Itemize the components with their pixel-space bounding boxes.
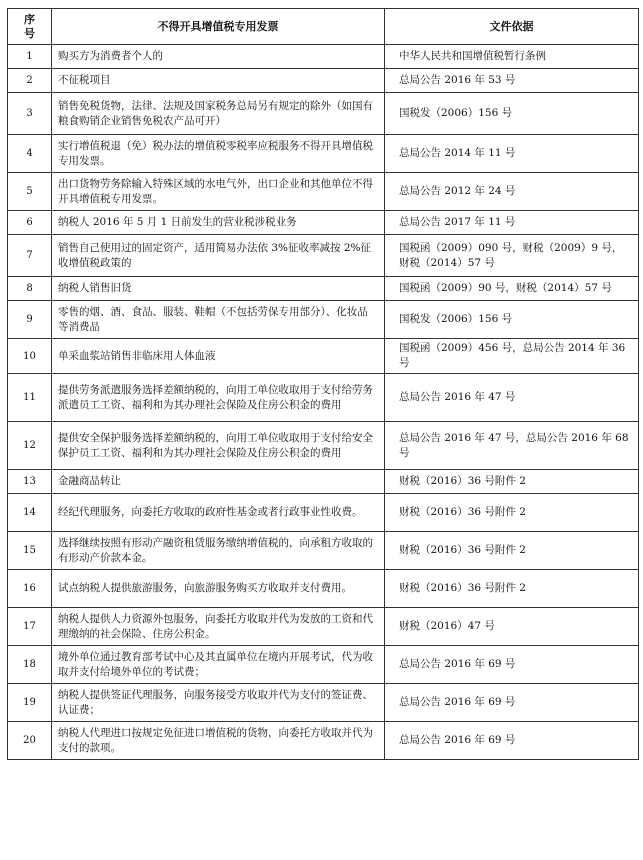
row-basis: 总局公告 2016 年 69 号 (385, 646, 639, 684)
row-number: 16 (8, 570, 52, 608)
row-item: 试点纳税人提供旅游服务，向旅游服务购买方收取并支付费用。 (52, 570, 385, 608)
row-item: 实行增值税退（免）税办法的增值税零税率应税服务不得开具增值税专用发票。 (52, 135, 385, 173)
table-row (8, 301, 639, 339)
row-basis: 财税（2016）36 号附件 2 (385, 532, 639, 570)
table-row (8, 45, 639, 69)
row-basis: 财税（2016）36 号附件 2 (385, 494, 639, 532)
row-number: 1 (8, 45, 52, 69)
row-item: 境外单位通过教育部考试中心及其直属单位在境内开展考试，代为收取并支付给境外单位的考试费； (52, 646, 385, 684)
table-header-row (8, 9, 639, 45)
table-row (8, 69, 639, 93)
row-basis: 总局公告 2016 年 47 号，总局公告 2016 年 68 号 (385, 422, 639, 470)
header-number: 序 号 (8, 9, 52, 45)
row-item: 金融商品转让 (52, 470, 385, 494)
table-row (8, 339, 639, 374)
table-row (8, 277, 639, 301)
row-basis: 中华人民共和国增值税暂行条例 (385, 45, 639, 69)
row-basis: 总局公告 2016 年 47 号 (385, 374, 639, 422)
table-row (8, 173, 639, 211)
table-row (8, 684, 639, 722)
table-row (8, 374, 639, 422)
row-item: 提供安全保护服务选择差额纳税的，向用工单位收取用于支付给安全保护员工工资、福利和为其办理社会保险及住房公积金的费用 (52, 422, 385, 470)
row-number: 13 (8, 470, 52, 494)
row-number: 19 (8, 684, 52, 722)
row-item: 纳税人代理进口按规定免征进口增值税的货物，向委托方收取并代为支付的款项。 (52, 722, 385, 760)
row-basis: 财税（2016）36 号附件 2 (385, 570, 639, 608)
row-item: 纳税人 2016 年 5 月 1 日前发生的营业税涉税业务 (52, 211, 385, 235)
row-basis: 总局公告 2016 年 69 号 (385, 722, 639, 760)
row-item: 零售的烟、酒、食品、服装、鞋帽（不包括劳保专用部分）、化妆品等消费品 (52, 301, 385, 339)
table-row (8, 722, 639, 760)
row-number: 7 (8, 235, 52, 277)
header-basis: 文件依据 (385, 9, 639, 45)
row-number: 8 (8, 277, 52, 301)
table-row (8, 93, 639, 135)
row-number: 5 (8, 173, 52, 211)
row-item: 单采血浆站销售非临床用人体血液 (52, 339, 385, 374)
row-item: 销售自己使用过的固定资产，适用简易办法依 3%征收率减按 2%征收增值税政策的 (52, 235, 385, 277)
row-number: 2 (8, 69, 52, 93)
row-basis: 国税发（2006）156 号 (385, 301, 639, 339)
row-number: 14 (8, 494, 52, 532)
row-basis: 总局公告 2017 年 11 号 (385, 211, 639, 235)
row-basis: 财税（2016）47 号 (385, 608, 639, 646)
row-number: 17 (8, 608, 52, 646)
row-number: 4 (8, 135, 52, 173)
row-number: 6 (8, 211, 52, 235)
row-item: 出口货物劳务除输入特殊区域的水电气外，出口企业和其他单位不得开具增值税专用发票。 (52, 173, 385, 211)
row-number: 20 (8, 722, 52, 760)
table-row (8, 608, 639, 646)
table-row (8, 646, 639, 684)
row-basis: 国税函（2009）90 号，财税（2014）57 号 (385, 277, 639, 301)
row-item: 选择继续按照有形动产融资租赁服务缴纳增值税的，向承租方收取的有形动产价款本金。 (52, 532, 385, 570)
row-item: 纳税人销售旧货 (52, 277, 385, 301)
table-row (8, 211, 639, 235)
table-row (8, 470, 639, 494)
table-row (8, 532, 639, 570)
row-basis: 财税（2016）36 号附件 2 (385, 470, 639, 494)
row-number: 18 (8, 646, 52, 684)
row-basis: 总局公告 2014 年 11 号 (385, 135, 639, 173)
invoice-rules-table (7, 8, 639, 760)
row-basis: 国税发（2006）156 号 (385, 93, 639, 135)
row-item: 提供劳务派遣服务选择差额纳税的，向用工单位收取用于支付给劳务派遣员工工资、福利和为其办理社会保险及住房公积金的费用 (52, 374, 385, 422)
row-item: 纳税人提供签证代理服务，向服务接受方收取并代为支付的签证费、认证费； (52, 684, 385, 722)
row-number: 3 (8, 93, 52, 135)
row-item: 经纪代理服务，向委托方收取的政府性基金或者行政事业性收费。 (52, 494, 385, 532)
row-basis: 国税函（2009）456 号，总局公告 2014 年 36 号 (385, 339, 639, 374)
row-item: 纳税人提供人力资源外包服务，向委托方收取并代为发放的工资和代理缴纳的社会保险、住房公积金。 (52, 608, 385, 646)
header-item: 不得开具增值税专用发票 (52, 9, 385, 45)
row-basis: 总局公告 2016 年 69 号 (385, 684, 639, 722)
row-number: 9 (8, 301, 52, 339)
row-item: 购买方为消费者个人的 (52, 45, 385, 69)
row-number: 10 (8, 339, 52, 374)
table-row (8, 570, 639, 608)
table-row (8, 422, 639, 470)
table-body (8, 45, 639, 760)
row-basis: 总局公告 2012 年 24 号 (385, 173, 639, 211)
table-row (8, 494, 639, 532)
row-number: 11 (8, 374, 52, 422)
row-item: 不征税项目 (52, 69, 385, 93)
table-row (8, 235, 639, 277)
row-number: 15 (8, 532, 52, 570)
table-row (8, 135, 639, 173)
row-basis: 国税函（2009）090 号，财税（2009）9 号，财税（2014）57 号 (385, 235, 639, 277)
row-item: 销售免税货物，法律、法规及国家税务总局另有规定的除外（如国有粮食购销企业销售免税农产品可开） (52, 93, 385, 135)
row-basis: 总局公告 2016 年 53 号 (385, 69, 639, 93)
row-number: 12 (8, 422, 52, 470)
